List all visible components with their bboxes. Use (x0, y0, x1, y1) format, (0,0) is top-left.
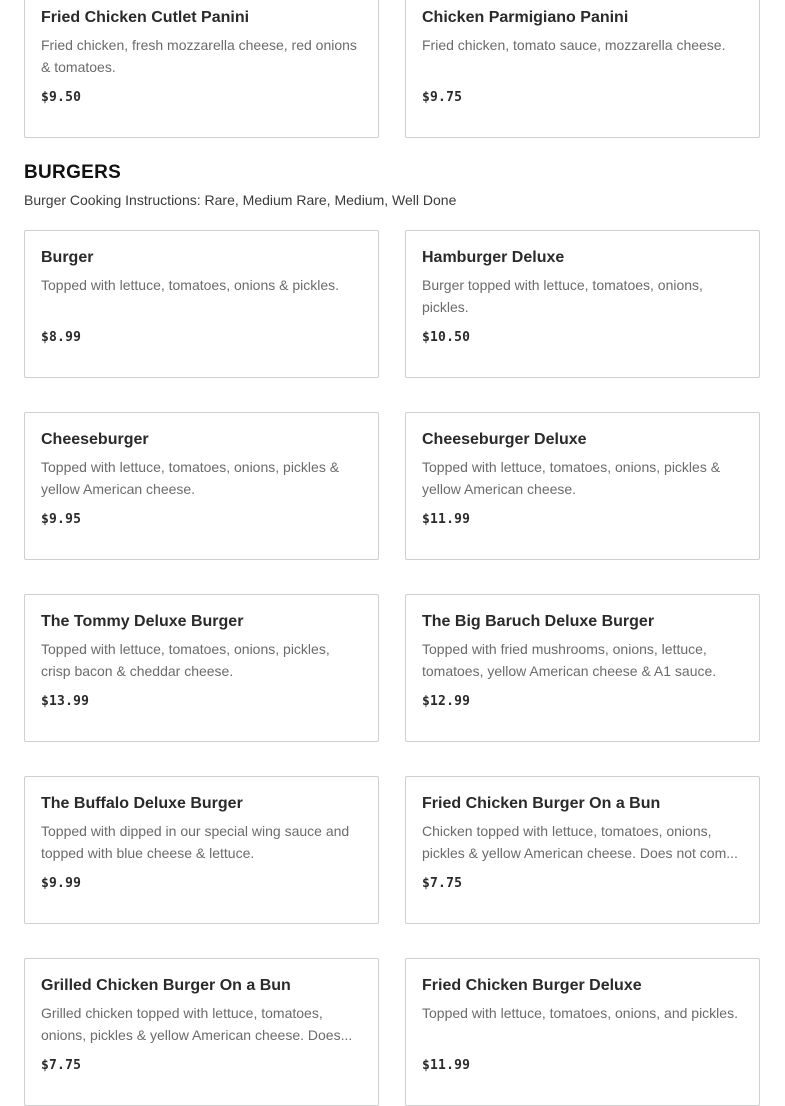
menu-item-card[interactable] (405, 0, 760, 138)
menu-item-name: Burger (41, 249, 94, 266)
menu-item-description: Topped with lettuce, tomatoes, onions & pickles. (41, 277, 340, 293)
menu-item-description: Chicken topped with lettuce, tomatoes, onions, pickles & yellow American cheese. Does not com... (422, 823, 738, 861)
menu-item-name: Cheeseburger (41, 431, 149, 448)
menu-item-name: Grilled Chicken Burger On a Bun (41, 977, 291, 994)
menu-item-card[interactable] (24, 230, 379, 378)
menu-item-price: $11.99 (422, 512, 471, 527)
menu-item-name: The Big Baruch Deluxe Burger (422, 613, 655, 630)
menu-item-card[interactable] (405, 594, 760, 742)
menu-item-card[interactable] (24, 776, 379, 924)
menu-item-name: Fried Chicken Cutlet Panini (41, 9, 250, 26)
menu-item-price: $8.99 (41, 330, 82, 345)
menu-item-name: Cheeseburger Deluxe (422, 431, 587, 448)
menu-item-description: Topped with lettuce, tomatoes, onions, and pickles. (422, 1005, 738, 1021)
section-title: BURGERS (24, 162, 122, 183)
menu-item-card[interactable] (405, 776, 760, 924)
menu-item-card[interactable] (405, 230, 760, 378)
menu-item-card[interactable] (405, 412, 760, 560)
menu-item-name: Fried Chicken Burger Deluxe (422, 977, 642, 994)
menu-item-name: The Tommy Deluxe Burger (41, 613, 244, 630)
menu-item-description: Burger topped with lettuce, tomatoes, onions, pickles. (422, 277, 703, 315)
menu-item-name: Fried Chicken Burger On a Bun (422, 795, 661, 812)
menu-item-description: Grilled chicken topped with lettuce, tomatoes, onions, pickles & yellow American cheese. Does... (41, 1005, 353, 1043)
menu-item-price: $11.99 (422, 1058, 471, 1073)
menu-item-description: Topped with lettuce, tomatoes, onions, pickles & yellow American cheese. (422, 459, 721, 497)
menu-item-card[interactable] (24, 958, 379, 1106)
menu-item-price: $9.50 (41, 90, 82, 105)
menu-item-card[interactable] (24, 594, 379, 742)
menu-item-description: Fried chicken, tomato sauce, mozzarella cheese. (422, 37, 726, 53)
menu-item-name: Hamburger Deluxe (422, 249, 565, 266)
menu-item-description: Topped with lettuce, tomatoes, onions, pickles & yellow American cheese. (41, 459, 340, 497)
menu-item-description: Topped with lettuce, tomatoes, onions, pickles, crisp bacon & cheddar cheese. (41, 641, 330, 679)
menu-item-price: $9.99 (41, 876, 82, 891)
menu-item-card[interactable] (24, 0, 379, 138)
menu-item-description: Fried chicken, fresh mozzarella cheese, red onions & tomatoes. (41, 37, 357, 75)
menu-item-name: The Buffalo Deluxe Burger (41, 795, 243, 812)
menu-item-price: $12.99 (422, 694, 471, 709)
menu-item-description: Topped with dipped in our special wing sauce and topped with blue cheese & lettuce. (41, 823, 350, 861)
menu-item-card[interactable] (24, 412, 379, 560)
menu-item-name: Chicken Parmigiano Panini (422, 9, 629, 26)
menu-item-price: $10.50 (422, 330, 471, 345)
menu-item-price: $7.75 (41, 1058, 82, 1073)
menu-item-price: $13.99 (41, 694, 90, 709)
menu-item-card[interactable] (405, 958, 760, 1106)
menu-item-description: Topped with fried mushrooms, onions, lettuce, tomatoes, yellow American cheese & A1 sauce. (422, 641, 717, 679)
section-subtitle: Burger Cooking Instructions: Rare, Medium Rare, Medium, Well Done (24, 192, 457, 208)
menu-item-price: $9.75 (422, 90, 463, 105)
menu-item-price: $7.75 (422, 876, 463, 891)
menu-item-price: $9.95 (41, 512, 82, 527)
